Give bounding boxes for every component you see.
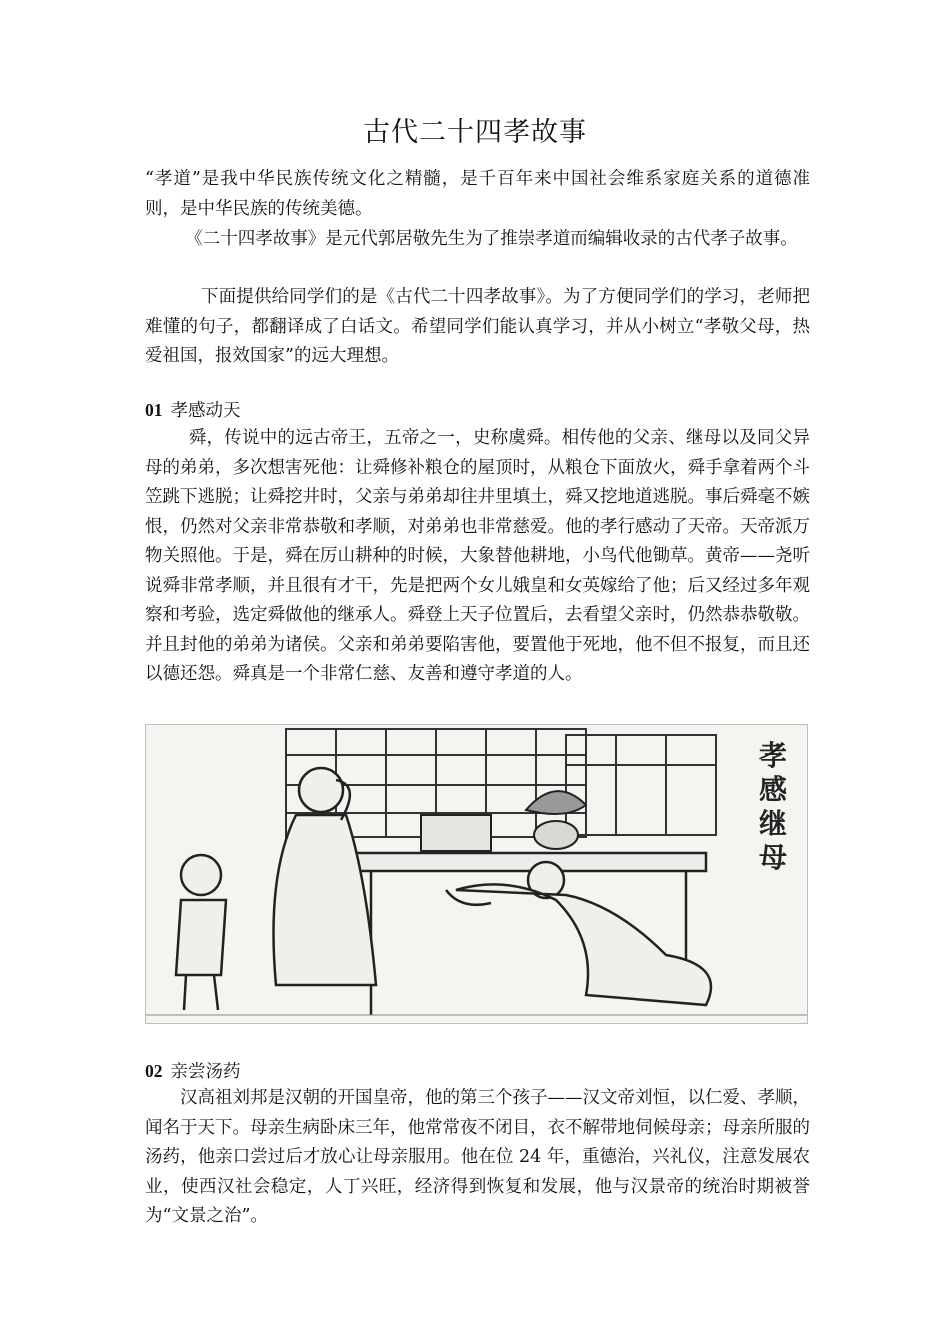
story-illustration: [145, 724, 808, 1024]
intro-paragraph-1: “孝道”是我中华民族传统文化之精髓，是千百年来中国社会维系家庭关系的道德准则，是中华民族的传统美德。: [145, 169, 810, 219]
story-1-number: 01: [145, 400, 163, 420]
story-1-heading: [145, 397, 241, 422]
story-2-heading: [145, 1058, 241, 1083]
illustration-drawing: [146, 725, 807, 1023]
story-2-title: 亲尝汤药: [170, 1062, 241, 1082]
intro-paragraph-3: 下面提供给同学们的是《古代二十四孝故事》。为了方便同学们的学习，老师把难懂的句子，都翻译成了白话文。希望同学们能认真学习，并从小树立“孝敬父母，热爱祖国，报效国家”的远大理想。: [145, 287, 810, 366]
story-2-text: 汉高祖刘邦是汉朝的开国皇帝，他的第三个孩子——汉文帝刘恒，以仁爱、孝顺，闻名于天下。母亲生病卧床三年，他常常夜不闭目，衣不解带地伺候母亲；母亲所服的汤药，他亲口尝过后才放心让母亲服用。他在位 24 年，重德治，兴礼仪，注意发展农业，使西汉社会稳定，人丁兴旺，经济得到恢复和发展，他与汉景帝的统治时期被誉为“文景之治”。: [145, 1088, 810, 1226]
illustration-caption: 孝感继母: [758, 739, 787, 874]
intro-paragraph-2: 《二十四孝故事》是元代郭居敬先生为了推崇孝道而编辑收录的古代孝子故事。: [185, 229, 798, 249]
story-1-text: 舜，传说中的远古帝王，五帝之一，史称虞舜。相传他的父亲、继母以及同父异母的弟弟，多次想害死他：让舜修补粮仓的屋顶时，从粮仓下面放火，舜手拿着两个斗笠跳下逃脱；让舜挖井时，父亲与弟弟却往井里填土，舜又挖地道逃脱。事后舜毫不嫉恨，仍然对父亲非常恭敬和孝顺，对弟弟也非常慈爱。他的孝行感动了天帝。天帝派万物关照他。于是，舜在厉山耕种的时候，大象替他耕地，小鸟代他锄草。黄帝——尧听说舜非常孝顺，并且很有才干，先是把两个女儿娥皇和女英嫁给了他；后又经过多年观察和考验，选定舜做他的继承人。舜登上天子位置后，去看望父亲时，仍然恭恭敬敬。并且封他的弟弟为诸侯。父亲和弟弟要陷害他，要置他于死地，他不但不报复，而且还以德还怨。舜真是一个非常仁慈、友善和遵守孝道的人。: [145, 428, 810, 684]
story-1-title: 孝感动天: [170, 401, 241, 421]
page-title: 古代二十四孝故事: [363, 117, 587, 148]
story-2-number: 02: [145, 1061, 163, 1081]
